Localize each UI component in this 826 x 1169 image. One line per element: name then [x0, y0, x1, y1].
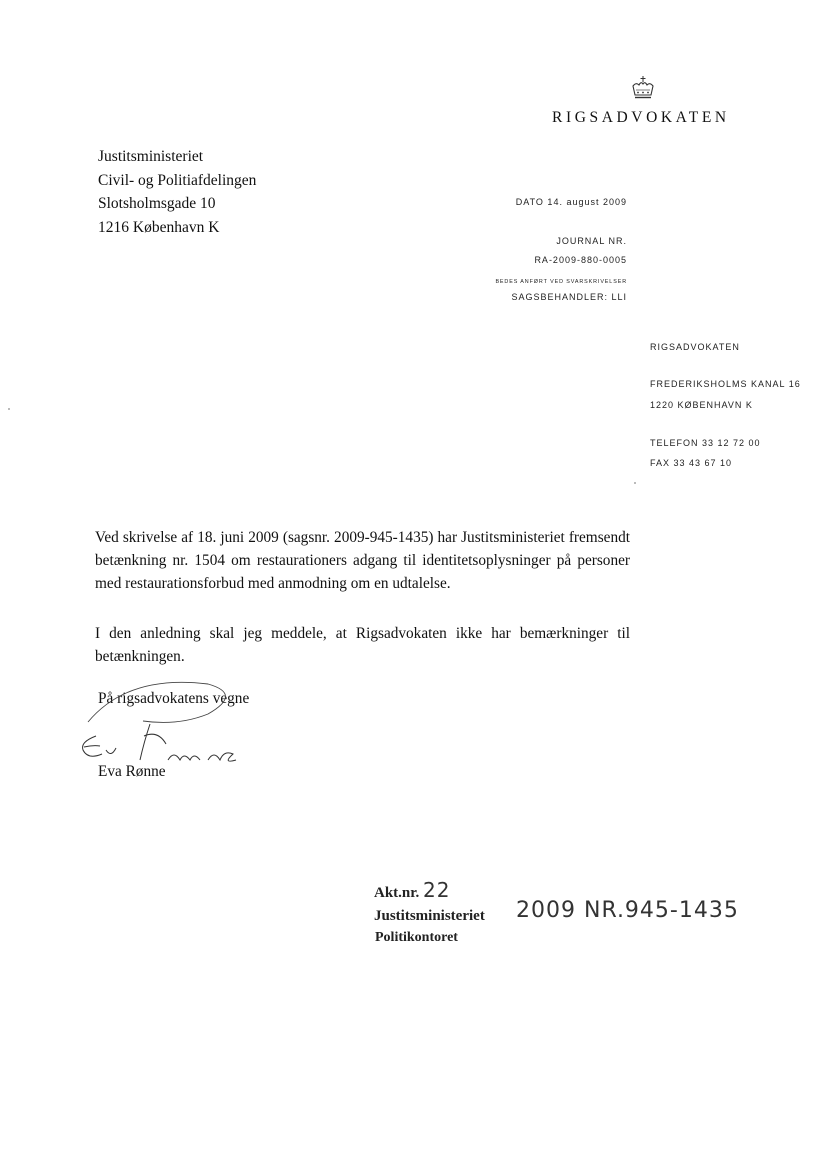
recipient-line: Justitsministeriet — [98, 148, 204, 165]
sender-name: RIGSADVOKATEN — [650, 342, 740, 352]
paragraph-2: I den anledning skal jeg meddele, at Rigsadvokaten ikke har bemærkninger til betænkningen. — [95, 625, 630, 665]
sender-street: FREDERIKSHOLMS KANAL 16 — [650, 379, 801, 389]
recipient-address — [98, 145, 256, 239]
stamp-ministry: Justitsministeriet — [374, 908, 485, 924]
paragraph-1: Ved skrivelse af 18. juni 2009 (sagsnr. 2009-945-1435) har Justitsministeriet fremsendt betænkning nr. 1504 om restaurationers adgang til identitetsoplysninger på personer med restaurationsforbud med anmodning om en udtalelse. — [95, 529, 630, 592]
stamp-case-number: 2009 NR.945-1435 — [516, 898, 739, 923]
signer-name: Eva Rønne — [98, 763, 166, 780]
organization-title: RIGSADVOKATEN — [552, 109, 730, 126]
crown-emblem-icon — [630, 76, 656, 100]
akt-label — [374, 878, 451, 902]
body-paragraph — [95, 526, 630, 595]
recipient-line: Slotsholmsgade 10 — [98, 195, 216, 212]
journal-label: JOURNAL NR. — [556, 236, 627, 246]
recipient-line: Civil- og Politiafdelingen — [98, 171, 257, 189]
case-handler: SAGSBEHANDLER: LLI — [511, 292, 627, 302]
akt-number: 22 — [423, 878, 451, 902]
scan-speck — [8, 408, 10, 410]
handwritten-signature — [58, 674, 248, 774]
reply-note: BEDES ANFØRT VED SVARSKRIVELSER — [495, 279, 627, 285]
body-paragraph — [95, 622, 630, 668]
recipient-line: 1216 København K — [98, 218, 220, 236]
stamp-office: Politikontoret — [375, 930, 458, 945]
date-line: DATO 14. august 2009 — [515, 197, 627, 207]
journal-number: RA-2009-880-0005 — [534, 255, 627, 265]
scan-speck — [634, 482, 636, 484]
on-behalf-line: På rigsadvokatens vegne — [98, 690, 250, 707]
akt-label-text: Akt.nr. — [374, 885, 420, 901]
sender-fax: FAX 33 43 67 10 — [650, 458, 733, 468]
sender-city: 1220 KØBENHAVN K — [650, 400, 753, 410]
sender-phone: TELEFON 33 12 72 00 — [650, 438, 761, 448]
